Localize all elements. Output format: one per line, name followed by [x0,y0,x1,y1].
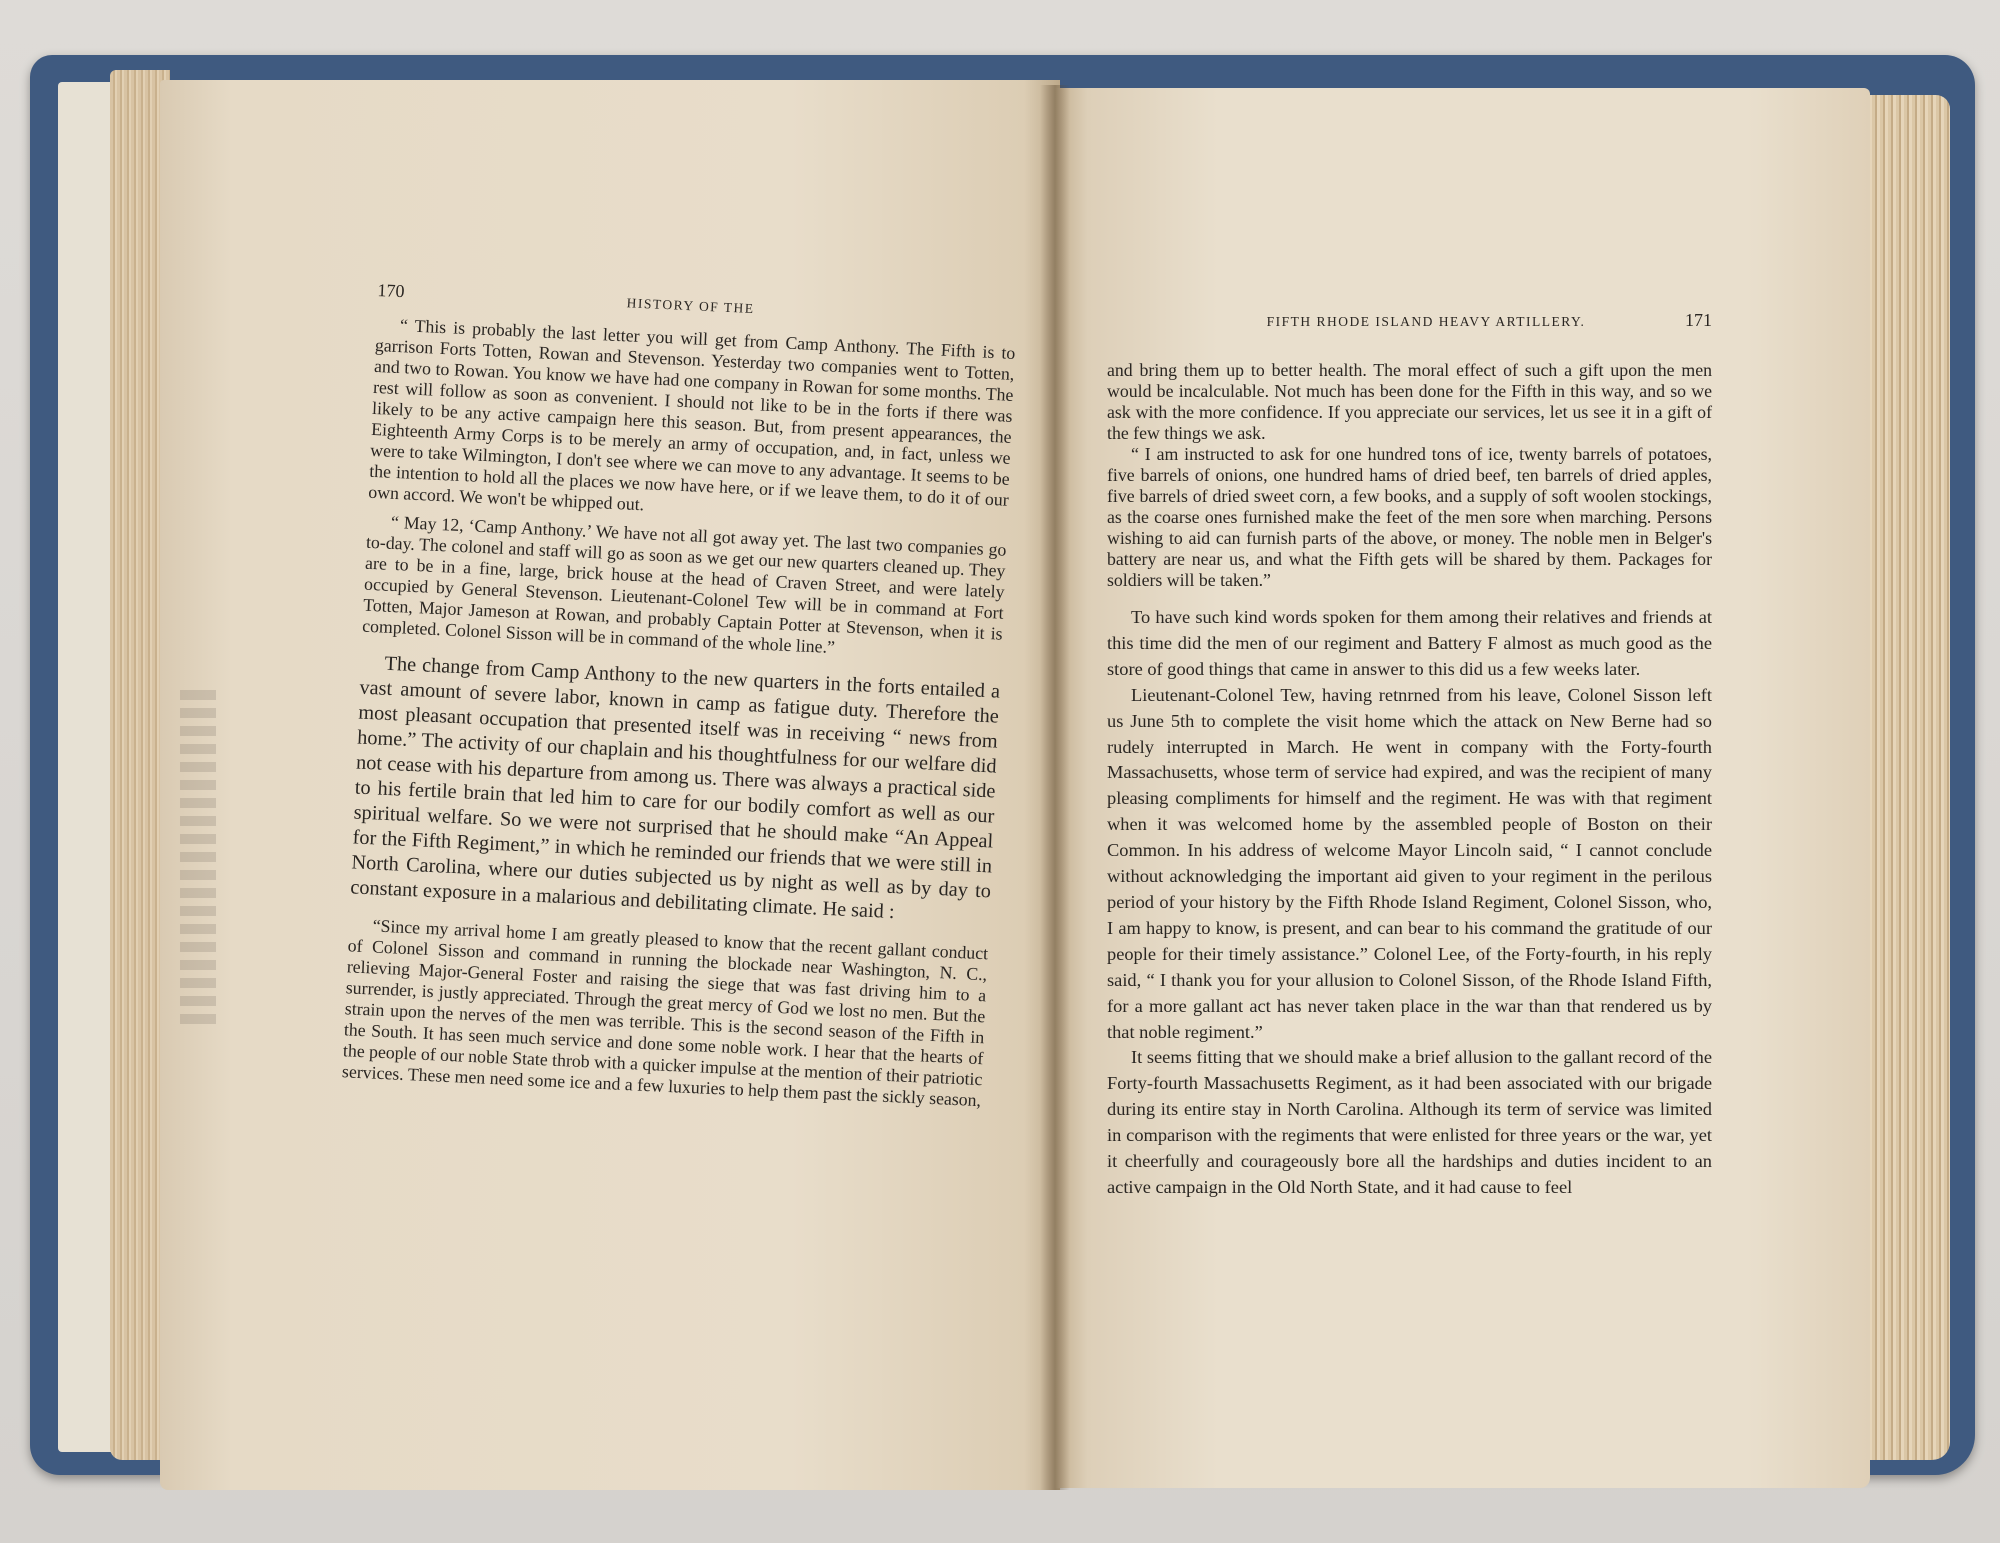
letter-paragraph-1: “ This is probably the last letter you will get from Camp Anthony. The Fifth is to garrison Forts Totten, Rowan and Stevenson. Yesterday two companies went to Totten, and two to Rowan. You know we have had one company in Rowan for some months. The rest will follow as soon as convenient. I should not like to be in the forts if there was likely to be any active campaign here this season. But, from present appearances, the Eighteenth Army Corps is to be merely an army of occupation, and, in fact, unless we were to take Wilmington, I don't see where we can move to any advantage. It seems to be the intention to hold all the places we now have here, or if we leave them, to do it of our own accord. We won't be whipped out. [367,315,1016,515]
body-paragraph-tew: Lieutenant-Colonel Tew, having retnrned from his leave, Colonel Sisson left us June 5th to complete the visit home which the attack on New Berne had so rudely interrupted in March. He went in company with the Forty-fourth Massachusetts, whose term of service had expired, and was the recipient of many pleasing compliments for himself and the regiment. He was with that regiment when it was welcomed home by the assembled people of Boston on their Common. In his address of welcome Mayor Lincoln said, “ I cannot conclude without acknowledging the important aid given to your regiment in the perilous period of your history by the Fifth Rhode Island Regiment, Colonel Sisson, who, I am happy to know, is present, and can bear to his command the gratitude of our people for their timely assistance.” Colonel Lee, of the Forty-fourth, in his reply said, “ I thank you for your allusion to Colonel Sisson, of the Rhode Island Fifth, for a more gallant act has never taken place in the war than that rendered us by that noble regiment.” [1107,684,1712,1042]
right-page-text [1107,310,1712,1201]
ink-bleed-through [180,690,216,1030]
book-gutter [1040,85,1070,1490]
quote-continuation-paragraph: and bring them up to better health. The moral effect of such a gift upon the men would be incalculable. Not much has been done for the Fifth in this way, and so we ask with the more confidence. If you appreciate our services, let us see it in a gift of the few things we ask. [1107,360,1712,443]
page-number-left: 170 [377,280,405,302]
body-paragraph-kind-words: To have such kind words spoken for them among their relatives and friends at this time did the men of our regiment and Battery F almost as much good as the store of good things that came in answer to this did us a few weeks later. [1107,607,1712,679]
body-paragraph-1: The change from Camp Anthony to the new quarters in the forts entailed a vast amount of severe labor, known in camp as fatigue duty. Therefore the most pleasant occupation that presented itself was in receiving “ news from home.” The activity of our chaplain and his thoughtfulness for our welfare did not cease with his departure from among us. There was always a practical side to his fertile brain that led him to care for our bodily comfort as well as our spiritual welfare. So we were not surprised that he should make “An Appeal for the Fifth Regiment,” in which he reminded our friends that we were still in North Carolina, where our duties subjected us by night as well as by day to constant exposure in a malarious and debilitating climate. He said : [349,652,1001,924]
supplies-request-paragraph: “ I am instructed to ask for one hundred tons of ice, twenty barrels of potatoes, five barrels of onions, one hundred hams of dried beef, ten barrels of dried apples, five barrels of dried sweet corn, a few books, and a supply of soft woolen stockings, as the coarse ones furnished make the feet of the men sore when marching. Persons wishing to aid can furnish parts of the above, or money. The noble men in Belger's battery are near us, and what the Fifth gets will be shared by them. Packages for soldiers will be taken.” [1107,444,1712,590]
running-title-left: HISTORY OF THE [626,295,755,317]
body-paragraph-forty-fourth: It seems fitting that we should make a brief allusion to the gallant record of the Forty-fourth Massachusetts Regiment, as it had been associated with our brigade during its entire stay in North Carolina. Although its term of service was limited in comparison with the regiments that were enlisted for three years or the war, yet it cheerfully and courageously bore all the hardships and duties incident to an active campaign in the Old North State, and it had cause to feel [1107,1047,1712,1197]
page-number-right: 171 [1685,310,1712,330]
appeal-quote-paragraph: “Since my arrival home I am greatly pleased to know that the recent gallant conduct of Colonel Sisson and command in running the blockade near Washington, N. C., relieving Major-General Foster and raising the siege that was fast driving him to a surrender, is justly appreciated. Through the great mercy of God we lost no men. But the strain upon the nerves of the men was terrible. This is the second season of the Fifth in the South. It has seen much service and done some noble work. I hear that the hearts of the people of our noble State throb with a quicker impulse at the mention of their patriotic services. These men need some ice and a few luxuries to help them past the sickly season, [341,915,989,1111]
running-title-right: FIFTH RHODE ISLAND HEAVY ARTILLERY. [1266,314,1586,329]
letter-paragraph-2: “ May 12, ‘Camp Anthony.’ We have not all got away yet. The last two companies go to-day. The colonel and staff will go as soon as we get our new quarters cleaned up. They are to be in a fine, large, brick house at the head of Craven Street, and were lately occupied by General Stevenson. Lieutenant-Colonel Tew will be in command at Fort Totten, Major Jameson at Rowan, and probably Captain Potter at Stevenson, when it is completed. Colonel Sisson will be in command of the whole line.” [361,512,1007,658]
left-page-text [342,280,1018,1111]
right-running-head [1107,310,1712,332]
